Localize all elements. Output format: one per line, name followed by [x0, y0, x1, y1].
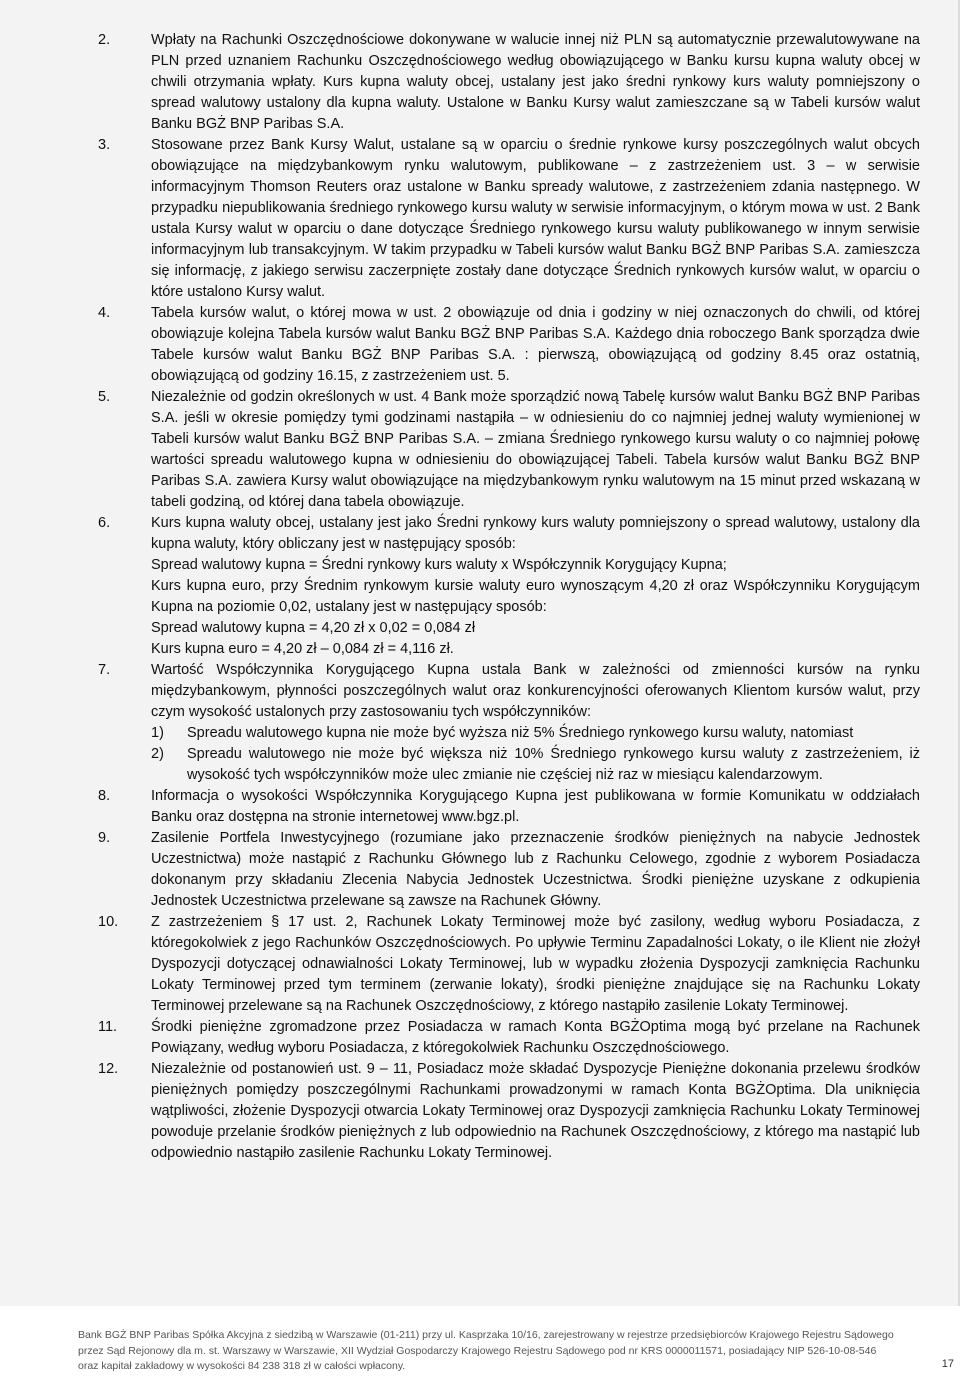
provision-item [0, 1059, 920, 1164]
footer-line-2: przez Sąd Rejonowy dla m. st. Warszawy w Warszawie, XII Wydział Gospodarczy Krajowego Rejestru Sądowego pod nr KRS 0000011571, posiadający NIP 526-10-08-546 [78, 1344, 877, 1357]
provision-text: Informacja o wysokości Współczynnika Korygującego Kupna jest publikowana w formie Komunikatu w oddziałach Banku oraz dostępna na stronie internetowej www.bgz.pl. [151, 788, 920, 825]
bank-legal-footer [78, 1328, 918, 1375]
numbered-provisions-list [0, 30, 920, 1164]
provision-text: Wpłaty na Rachunki Oszczędnościowe dokonywane w walucie innej niż PLN są automatycznie przewalutowywane na PLN przed uznaniem Rachunku Oszczędnościowego według obowiązującego w Banku kursu kupna waluty obcej w chwili otrzymania wpłaty. Kurs kupna waluty obcej, ustalany jest jako średni rynkowy kurs waluty pomniejszony o spread walutowy ustalony dla kupna waluty. Ustalone w Banku Kursy walut zamieszczane są w Tabeli kursów walut Banku BGŻ BNP Paribas S.A. [151, 32, 920, 132]
footer-line-1: Bank BGŻ BNP Paribas Spółka Akcyjna z siedzibą w Warszawie (01-211) przy ul. Kasprzaka 10/16, zarejestrowany w rejestrze przedsiębiorców Krajowego Rejestru Sądowego [78, 1329, 894, 1341]
provision-text: Spread walutowy kupna = Średni rynkowy kurs waluty x Współczynnik Korygujący Kupna; [151, 557, 727, 573]
provision-item [0, 1017, 920, 1059]
provision-text: Kurs kupna waluty obcej, ustalany jest jako Średni rynkowy kurs waluty pomniejszony o spread walutowy, ustalony dla kupna waluty, który obliczany jest w następujący sposób: [151, 515, 920, 552]
provision-number: 8. [98, 788, 111, 804]
provision-item [0, 513, 920, 660]
provision-text: Kurs kupna euro, przy Średnim rynkowym kursie waluty euro wynoszącym 4,20 zł oraz Współczynniku Korygującym Kupna na poziomie 0,02, ustalany jest w następujący sposób: [151, 578, 920, 615]
sub-provision-number: 2) [151, 746, 164, 762]
provision-text: Stosowane przez Bank Kursy Walut, ustalane są w oparciu o średnie rynkowe kursy poszczególnych walut obcych obowiązujące na międzybankowym rynku walutowym, publikowane – z zastrzeżeniem ust. 3 – w serwisie informacyjnym Thomson Reuters oraz ustalone w Banku spready walutowe, z zastrzeżeniem zdania następnego. W przypadku niepublikowania średniego rynkowego kursu waluty w serwisie informacyjnym, o którym mowa w ust. 2 Bank ustala Kursy walut w oparciu o dane dotyczące Średniego rynkowego kursu waluty publikowanego w innym serwisie informacyjnym lub transakcyjnym. W takim przypadku w Tabeli kursów walut Banku BGŻ BNP Paribas S.A. zamieszcza się informację, z jakiego serwisu zaczerpnięte zostały dane dotyczące Średnich rynkowych kursów walut, w oparciu o które ustalono Kursy walut. [151, 137, 920, 300]
provision-item [0, 387, 920, 513]
sub-provision-item [151, 723, 920, 744]
provision-text: Zasilenie Portfela Inwestycyjnego (rozumiane jako przeznaczenie środków pieniężnych na nabycie Jednostek Uczestnictwa) może nastąpić z Rachunku Głównego lub z Rachunku Celowego, zgodnie z wyborem Posiadacza dokonanym przy składaniu Zlecenia Nabycia Jednostek Uczestnictwa. Środki pieniężne uzyskane z odkupienia Jednostek Uczestnictwa przelewane są zawsze na Rachunek Główny. [151, 830, 920, 909]
provision-number: 10. [98, 914, 119, 930]
page-number: 17 [941, 1358, 954, 1370]
regulations-content [0, 30, 920, 1164]
provision-item [0, 135, 920, 303]
provision-number: 2. [98, 32, 111, 48]
provision-item [0, 912, 920, 1017]
sub-provision-number: 1) [151, 725, 164, 741]
provision-item [0, 828, 920, 912]
sub-provisions-list [151, 723, 920, 786]
sub-provision-text: Spreadu walutowego nie może być większa niż 10% Średniego rynkowego kursu waluty z zastrzeżeniem, iż wysokość tych współczynników może ulec zmianie nie częściej niż raz w miesiącu kalendarzowym. [187, 746, 920, 783]
provision-number: 12. [98, 1061, 119, 1077]
provision-text: Z zastrzeżeniem § 17 ust. 2, Rachunek Lokaty Terminowej może być zasilony, według wyboru Posiadacza, z któregokolwiek z jego Rachunków Oszczędnościowych. Po upływie Terminu Zapadalności Lokaty, o ile Klient nie złożył Dyspozycji dotyczącej odnawialności Lokaty Terminowej, lub w wypadku złożenia Dyspozycji zamknięcia Rachunku Lokaty Terminowej przed tym terminem (zerwanie lokaty), środki pieniężne znajdujące się na Rachunku Lokaty Terminowej przelewane są na Rachunek Oszczędnościowy, z którego nastąpiło zasilenie Lokaty Terminowej. [151, 914, 920, 1014]
sub-provision-text: Spreadu walutowego kupna nie może być wyższa niż 5% Średniego rynkowego kursu waluty, natomiast [187, 725, 854, 741]
provision-number: 6. [98, 515, 111, 531]
provision-number: 11. [98, 1019, 118, 1035]
sub-provision-item [151, 744, 920, 786]
provision-number: 3. [98, 137, 111, 153]
provision-text: Spread walutowy kupna = 4,20 zł x 0,02 = 0,084 zł [151, 620, 476, 636]
provision-text: Wartość Współczynnika Korygującego Kupna ustala Bank w zależności od zmienności kursów na rynku międzybankowym, płynności poszczególnych walut oraz konkurencyjności oferowanych Klientom kursów walut, przy czym wysokość ustalonych przy zastosowaniu tych współczynników: [151, 662, 920, 720]
provision-number: 9. [98, 830, 111, 846]
provision-item [0, 30, 920, 135]
provision-text: Niezależnie od postanowień ust. 9 – 11, Posiadacz może składać Dyspozycje Pieniężne dokonania przelewu środków pieniężnych pomiędzy poszczególnymi Rachunkami prowadzonymi w ramach Konta BGŻOptima. Dla uniknięcia wątpliwości, złożenie Dyspozycji otwarcia Lokaty Terminowej oraz Dyspozycji zamknięcia Rachunku Lokaty Terminowej powoduje przelanie środków pieniężnych z lub odpowiednio na Rachunek Oszczędnościowy, z którego ma nastąpić lub odpowiednio nastąpiło zasilenie Rachunku Lokaty Terminowej. [151, 1061, 920, 1161]
footer-line-3: oraz kapitał zakładowy w wysokości 84 238 318 zł w całości wpłacony. [78, 1360, 406, 1372]
provision-item [0, 660, 920, 786]
provision-item [0, 303, 920, 387]
provision-number: 7. [98, 662, 111, 678]
provision-text: Tabela kursów walut, o której mowa w ust. 2 obowiązuje od dnia i godziny w niej oznaczonych do chwili, od której obowiązuje kolejna Tabela kursów walut Banku BGŻ BNP Paribas S.A. Każdego dnia roboczego Bank sporządza dwie Tabele kursów walut Banku BGŻ BNP Paribas S.A. : pierwszą, obowiązującą od godziny 8.45 oraz ostatnią, obowiązującą od godziny 16.15, z zastrzeżeniem ust. 5. [151, 305, 920, 384]
provision-item [0, 786, 920, 828]
provision-number: 5. [98, 389, 111, 405]
provision-text: Kurs kupna euro = 4,20 zł – 0,084 zł = 4,116 zł. [151, 641, 454, 657]
provision-text: Środki pieniężne zgromadzone przez Posiadacza w ramach Konta BGŻOptima mogą być przelane na Rachunek Powiązany, według wyboru Posiadacza, z któregokolwiek Rachunku Oszczędnościowego. [151, 1019, 920, 1056]
provision-number: 4. [98, 305, 111, 321]
provision-text: Niezależnie od godzin określonych w ust. 4 Bank może sporządzić nową Tabelę kursów walut Banku BGŻ BNP Paribas S.A. jeśli w okresie pomiędzy tymi godzinami nastąpiła – w odniesieniu do co najmniej jednej waluty wymienionej w Tabeli kursów walut Banku BGŻ BNP Paribas S.A. – zmiana Średniego rynkowego kursu waluty o co najmniej połowę wartości spreadu walutowego kupna w odniesieniu do obowiązującej Tabeli. Tabela kursów walut Banku BGŻ BNP Paribas S.A. zawiera Kursy walut obowiązujące na międzybankowym rynku walutowym na 15 minut przed wskazaną w tabeli godziną, od której dana tabela obowiązuje. [151, 389, 920, 510]
